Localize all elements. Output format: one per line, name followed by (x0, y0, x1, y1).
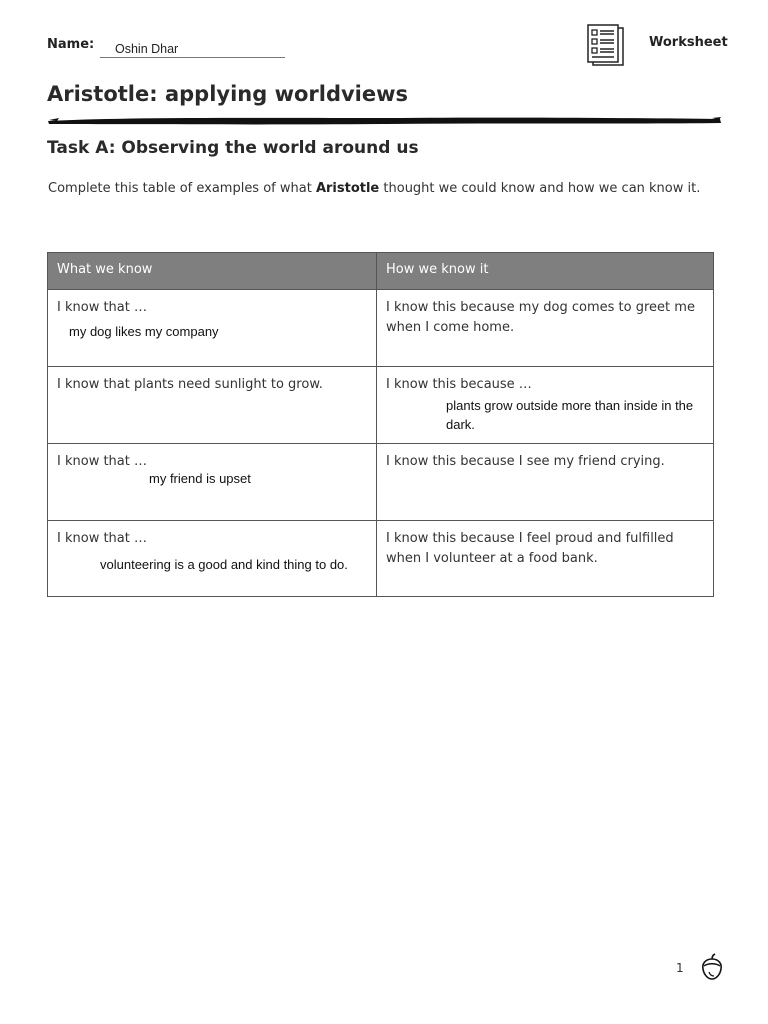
page-number: 1 (676, 961, 684, 975)
what-cell[interactable] (48, 290, 377, 367)
know-prompt: I know that plants need sunlight to grow. (57, 377, 323, 392)
what-cell[interactable] (48, 444, 377, 521)
knowledge-table (47, 252, 714, 597)
column-header-how: How we know it (377, 253, 714, 290)
table-row (48, 444, 714, 521)
how-cell[interactable] (377, 521, 714, 597)
instruction-after: thought we could know and how we can know it. (379, 181, 701, 196)
table-row (48, 367, 714, 444)
know-prompt: I know that … (57, 300, 147, 315)
table-row (48, 521, 714, 597)
how-cell[interactable] (377, 444, 714, 521)
brush-divider (47, 114, 722, 128)
what-cell[interactable] (48, 521, 377, 597)
instruction-bold: Aristotle (315, 181, 380, 196)
how-cell[interactable] (377, 367, 714, 444)
worksheet-label: Worksheet (649, 35, 728, 50)
how-prompt: I know this because my dog comes to greet me when I come home. (386, 300, 695, 335)
know-answer: volunteering is a good and kind thing to do. (100, 557, 348, 572)
instruction-before: Complete this table of examples of what (48, 181, 316, 196)
know-answer: my friend is upset (149, 471, 251, 486)
column-header-what: What we know (48, 253, 377, 290)
how-answer: plants grow outside more than inside in the dark. (446, 398, 694, 432)
what-cell[interactable] (48, 367, 377, 444)
task-title: Task A: Observing the world around us (47, 138, 419, 158)
know-prompt: I know that … (57, 531, 147, 546)
how-prompt: I know this because … (386, 377, 532, 392)
how-prompt: I know this because I see my friend crying. (386, 454, 665, 469)
how-cell[interactable] (377, 290, 714, 367)
worksheet-icon (585, 23, 629, 67)
acorn-icon (700, 953, 724, 981)
table-row (48, 290, 714, 367)
page-title: Aristotle: applying worldviews (47, 82, 409, 106)
know-answer: my dog likes my company (69, 324, 219, 339)
name-label: Name: (47, 37, 95, 52)
instruction-text (48, 181, 700, 196)
how-prompt: I know this because I feel proud and fulfilled when I volunteer at a food bank. (386, 531, 674, 566)
know-prompt: I know that … (57, 454, 147, 469)
name-field[interactable]: Oshin Dhar (100, 42, 285, 58)
